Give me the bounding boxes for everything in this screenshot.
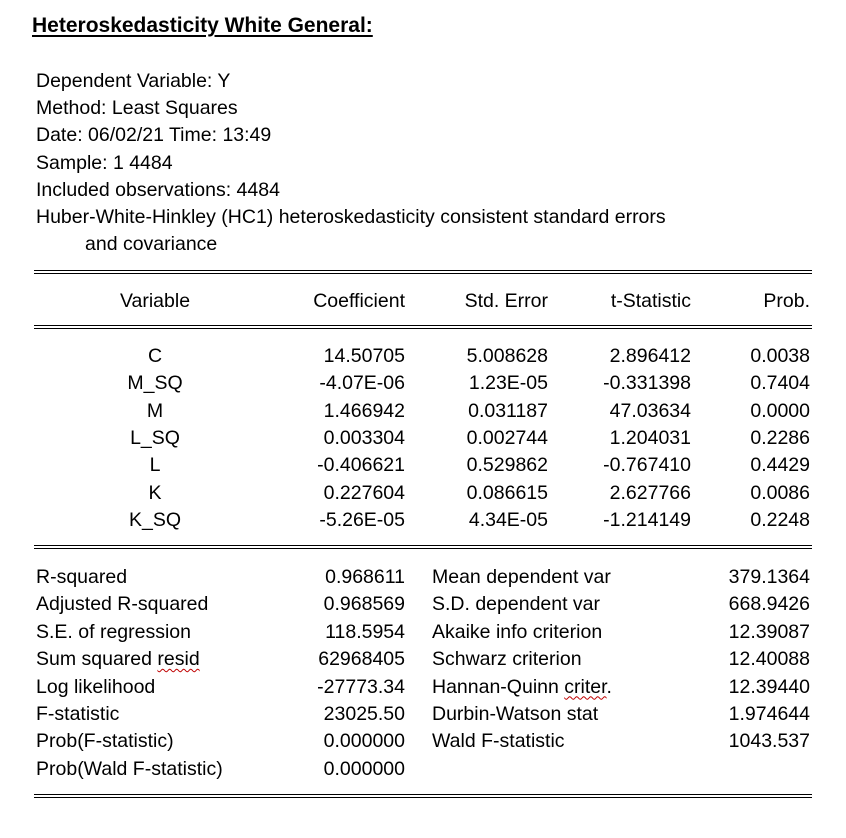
table-cell-prob: 0.4429 [750,454,810,477]
coefficients-rule-1 [34,545,812,546]
table-cell-coefficient: -4.07E-06 [319,372,405,395]
table-cell-coefficient: 0.227604 [323,481,405,504]
stat-label: Prob(Wald F-statistic) [36,757,223,780]
stat-label: Sum squared resid [36,648,200,671]
table-cell-t-statistic: -1.214149 [603,508,691,531]
stat-value-2: 12.39440 [728,675,810,698]
stat-value: 0.000000 [323,730,405,753]
stat-value-2: 1043.537 [728,730,810,753]
stat-value-2: 379.1364 [728,566,810,588]
table-cell-coefficient: 0.003304 [323,426,405,449]
stat-label-2: Schwarz criterion [432,648,582,671]
table-cell-t-statistic: 1.204031 [609,426,691,449]
stat-label: Prob(F-statistic) [36,730,174,753]
table-cell-t-statistic: 2.627766 [609,481,691,504]
header-line: Included observations: 4484 [36,178,280,201]
table-cell-variable: M [146,399,164,422]
table-cell-coefficient: 1.466942 [323,399,405,422]
header-line: Huber-White-Hinkley (HC1) heteroskedasticity consistent standard errors [36,206,666,228]
stat-label-2: Akaike info criterion [432,620,603,643]
coefficients-rule-2 [34,548,812,549]
column-header: Variable [119,290,191,312]
table-cell-variable: M_SQ [127,372,183,395]
column-header: Coefficient [313,290,405,312]
table-cell-prob: 0.7404 [750,372,810,395]
stat-value: 62968405 [318,648,405,671]
table-cell-t-statistic: 47.03634 [609,399,691,422]
table-cell-t-statistic: 2.896412 [609,345,691,367]
header-line: Dependent Variable: Y [36,70,231,92]
column-header-rule-1 [34,325,812,326]
top-rule-2 [34,273,812,274]
table-cell-std-error: 0.086615 [466,481,548,504]
table-cell-coefficient: -5.26E-05 [319,508,405,531]
table-cell-variable: C [147,345,163,367]
stat-label-2: S.D. dependent var [432,593,601,616]
table-cell-t-statistic: -0.331398 [603,372,691,395]
stat-value-2: 12.40088 [728,648,810,671]
header-line: and covariance [85,233,218,256]
stat-label: S.E. of regression [36,620,191,643]
stat-value-2: 668.9426 [728,593,810,616]
column-header: t-Statistic [610,290,691,312]
stat-value: 0.968569 [323,593,405,616]
stat-label: R-squared [36,566,128,588]
page-title: Heteroskedasticity White General: [32,14,373,37]
table-cell-t-statistic: -0.767410 [603,454,691,477]
stat-label: Log likelihood [36,675,156,698]
header-line: Method: Least Squares [36,97,238,120]
column-header: Std. Error [464,290,548,312]
stat-value: 0.000000 [323,757,405,780]
stat-label-2: Mean dependent var [432,566,611,588]
stat-value: 118.5954 [325,620,405,643]
table-cell-std-error: 0.002744 [466,426,548,449]
table-cell-coefficient: -0.406621 [317,454,405,477]
stat-value-2: 1.974644 [728,703,810,725]
stat-value-2: 12.39087 [728,620,810,643]
top-rule-1 [34,270,812,271]
header-line: Date: 06/02/21 Time: 13:49 [36,124,272,147]
table-cell-variable: L [149,454,161,477]
table-cell-prob: 0.2248 [750,508,810,531]
stat-label-2: Durbin-Watson stat [432,703,599,725]
table-cell-prob: 0.0038 [750,345,810,367]
stat-value: -27773.34 [317,675,405,698]
table-cell-prob: 0.0086 [750,481,810,504]
table-cell-coefficient: 14.50705 [323,345,405,367]
table-cell-variable: L_SQ [130,426,180,449]
header-line: Sample: 1 4484 [36,151,173,174]
table-cell-std-error: 1.23E-05 [468,372,548,395]
column-header: Prob. [763,290,810,312]
stat-label: F-statistic [36,703,120,725]
stat-label-2: Hannan-Quinn criter. [432,675,612,698]
bottom-rule-2 [34,797,812,798]
bottom-rule-1 [34,794,812,795]
table-cell-std-error: 4.34E-05 [468,508,548,531]
table-cell-prob: 0.0000 [750,399,810,422]
table-cell-variable: K_SQ [128,508,182,531]
stat-value: 23025.50 [323,703,405,725]
table-cell-variable: K [148,481,162,504]
table-cell-std-error: 5.008628 [466,345,548,367]
table-cell-prob: 0.2286 [750,426,810,449]
table-cell-std-error: 0.031187 [468,399,548,422]
stat-value: 0.968611 [325,566,405,588]
stat-label-2: Wald F-statistic [432,730,565,753]
column-header-rule-2 [34,328,812,329]
table-cell-std-error: 0.529862 [466,454,548,477]
stat-label: Adjusted R-squared [36,593,209,616]
